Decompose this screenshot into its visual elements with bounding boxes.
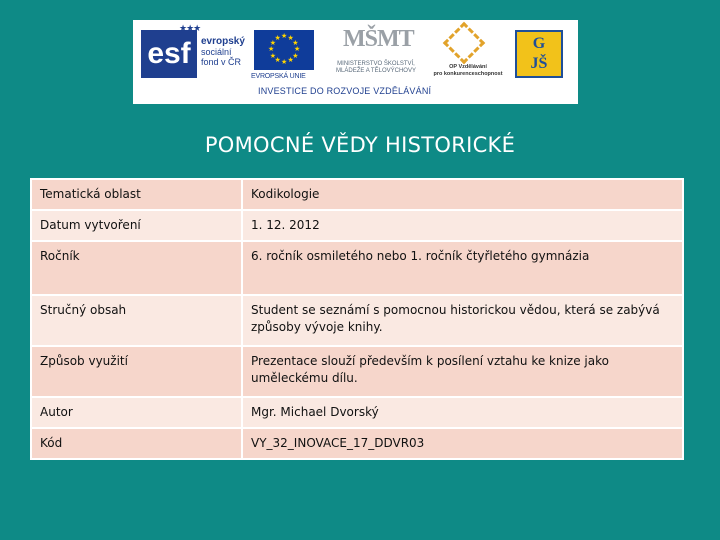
eu-star-icon: ★ (274, 56, 281, 65)
msmt-logo (321, 26, 431, 82)
row-label: Kód (31, 428, 242, 459)
row-label: Ročník (31, 241, 242, 295)
eu-star-icon: ★ (287, 33, 294, 42)
esf-logo-text (201, 36, 251, 67)
funding-banner (133, 20, 578, 104)
eu-star-icon: ★ (281, 58, 288, 66)
eu-star-icon: ★ (269, 51, 277, 60)
row-label: Autor (31, 397, 242, 428)
msmt-logo-mark: MŠMT (343, 26, 414, 52)
table-row (31, 210, 683, 241)
page-title (0, 133, 720, 157)
eu-star-icon: ★ (294, 45, 301, 53)
eu-star-icon: ★ (292, 51, 299, 60)
row-value: Kodikologie (242, 179, 683, 210)
row-label: Datum vytvoření (31, 210, 242, 241)
esf-logo (141, 26, 249, 82)
msmt-caption-line-1: MINISTERSTVO ŠKOLSTVÍ, (337, 61, 415, 67)
row-label: Stručný obsah (31, 295, 242, 346)
esf-text-line-1: evropský (201, 36, 245, 47)
info-table (30, 178, 684, 460)
table-row (31, 397, 683, 428)
row-value: 6. ročník osmiletého nebo 1. ročník čtyřletého gymnázia (242, 241, 683, 295)
msmt-caption (321, 61, 431, 75)
row-label: Tematická oblast (31, 179, 242, 210)
eu-logo (251, 26, 317, 82)
page-title-text: POMOCNÉ VĚDY HISTORICKÉ (204, 133, 516, 157)
row-value: VY_32_INOVACE_17_DDVR03 (242, 428, 683, 459)
eu-caption: EVROPSKÁ UNIE (251, 73, 306, 80)
esf-stars-icon: ★★★ (179, 24, 201, 34)
school-logo-letter-1: G (532, 35, 546, 52)
eu-star-icon: ★ (274, 33, 281, 42)
op-caption-line-1: OP Vzdělávání (449, 64, 487, 70)
banner-slogan: INVESTICE DO ROZVOJE VZDĚLÁVÁNÍ (258, 86, 432, 96)
table-row (31, 241, 683, 295)
row-value: Student se seznámí s pomocnou historickou vědou, která se zabývá způsoby vývoje knihy. (242, 295, 683, 346)
row-value: Prezentace slouží především k posílení vztahu ke knize jako uměleckému dílu. (242, 346, 683, 397)
row-value: 1. 12. 2012 (242, 210, 683, 241)
school-logo (513, 26, 565, 82)
school-logo-letter-2: JŠ (530, 55, 548, 72)
eu-star-icon: ★ (269, 38, 277, 47)
row-label: Způsob využití (31, 346, 242, 397)
eu-star-icon: ★ (268, 45, 275, 53)
eu-star-icon: ★ (287, 56, 294, 65)
esf-text-line-2: sociální (201, 47, 232, 57)
table-row (31, 295, 683, 346)
op-caption-line-2: pro konkurenceschopnost (433, 71, 503, 77)
eu-star-icon: ★ (292, 38, 299, 47)
op-caption (431, 64, 505, 78)
school-logo-mark (515, 30, 563, 78)
esf-logo-mark: esf (141, 30, 197, 78)
table-row (31, 428, 683, 459)
op-diamond-icon (443, 22, 485, 64)
eu-star-icon: ★ (281, 32, 288, 40)
eu-flag-icon (254, 30, 314, 70)
table-row (31, 179, 683, 210)
table-row (31, 346, 683, 397)
msmt-caption-line-2: MLÁDEŽE A TĚLOVÝCHOVY (336, 68, 416, 74)
op-logo (431, 26, 505, 82)
row-value: Mgr. Michael Dvorský (242, 397, 683, 428)
esf-text-line-3: fond v ČR (201, 57, 242, 67)
